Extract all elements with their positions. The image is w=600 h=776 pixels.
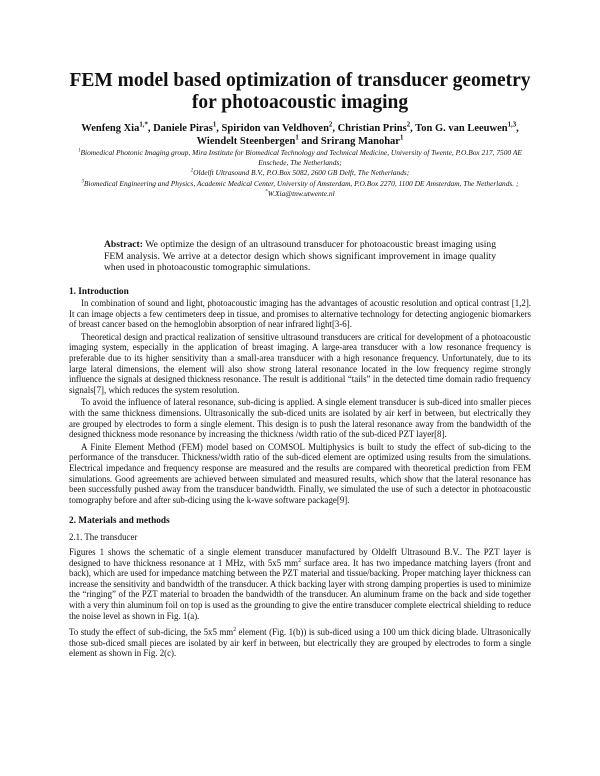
affiliation-line: [72, 179, 528, 189]
section-heading-materials-methods: 2. Materials and methods: [69, 516, 170, 526]
author-affiliation-mark: 1: [212, 121, 217, 129]
author-name: , Ton G. van Leeuwen: [410, 123, 508, 134]
author-name: , Wiendelt Steenbergen: [196, 123, 519, 147]
paragraph-text: Figures 1 shows the schematic of a single element transducer manufactured by Oldelft Ultrasound B.V.. The PZT layer is designed to have thickness resonance at 1 MHz, with 5x5 mm: [69, 547, 531, 568]
author-affiliation-mark: 1: [399, 134, 404, 142]
paragraph: To avoid the influence of lateral resonance, sub-dicing is applied. A single element transducer is sub-diced into smaller pieces with the same thickness dimensions. Ultrasonically the sub-diced units are isolated by air kerf in between, but electrically they are grouped by electrodes to form a single element. This design is to push the lateral resonance away from the bandwidth of the designed thickness mode resonance by increasing the thickness /width ratio of the sub-diced PZT layer[8].: [69, 397, 531, 440]
abstract: [104, 239, 496, 274]
abstract-label: Abstract:: [104, 239, 143, 250]
abstract-text: We optimize the design of an ultrasound transducer for photoacoustic breast imaging using FEM analysis. We arrive at a detector design which shows significant improvement in image quality when used in photoacoustic tomographic simulations.: [104, 239, 496, 274]
author-affiliation-mark: 1,3: [507, 121, 517, 129]
affiliation-text: Biomedical Photonic Imaging group, Mira Institute for Biomedical Technology and Technical Medicine, University of Twente, P.O.Box 217, 7500 AE Enschede, The Netherlands;: [80, 148, 522, 168]
materials-methods-body: [69, 547, 531, 659]
affiliations: [72, 148, 528, 199]
paragraph: [69, 627, 531, 659]
affiliation-line: [72, 168, 528, 178]
affiliation-line: [72, 148, 528, 168]
affiliation-text: Oldelft Ultrasound B.V., P.O.Box 5082, 2600 GB Delft, The Netherlands;: [193, 168, 410, 178]
corresponding-email: [72, 189, 528, 199]
paper-title: FEM model based optimization of transducer geometry for photoacoustic imaging: [69, 70, 531, 113]
affiliation-mark: 2: [190, 168, 194, 174]
author-affiliation-mark: 1,*: [139, 121, 148, 129]
paragraph: Theoretical design and practical realization of sensitive ultrasound transducers are critical for development of a photoacoustic imaging system, especially in the application of breast imaging. A large-area transducer with a low resonance frequency is preferable due to its higher sensitivity than a small-area transducer with a high resonance frequency. Unfortunately, due to its large lateral dimensions, the element will also show strong lateral resonance located in the low frequency regime strongly influence the signals at designed thickness resonance. The result is additional “tails” in the detected time domain radio frequency signals[7], which reduces the system resolution.: [69, 331, 531, 395]
author-affiliation-mark: 2: [328, 121, 333, 129]
paragraph-text: surface area. It has two impedance matching layers (front and back), which are used for impedance matching between the PZT material and tissue/backing. Proper matching layer thickness can increase the sensitivity and bandwidth of the transducer. A thick backing layer with strong damping properties is used to minimize the “ringing” of the PZT material to broaden the bandwidth of the transducer. An aluminum frame on the back and side together with a very thin aluminum foil on top is used as the grounding to give the entire transducer complete electrical shielding to reduce the noise level as shown in Fig. 1(a).: [69, 557, 531, 621]
paragraph-text: element (Fig. 1(b)) is sub-diced using a 100 um thick dicing blade. Ultrasonically those sub-diced small pieces are isolated by air kerf in between, but electrically they are grouped by electrodes to form a single element as shown in Fig. 2(c).: [69, 627, 531, 659]
paragraph: In combination of sound and light, photoacoustic imaging has the advantages of acoustic resolution and optical contrast [1,2]. It can image objects a few centimeters deep in tissue, and promises to alternative technology for detecting angiogenic biomarkers of breast cancer based on the hemoglobin absorption of near infrared light[3-6].: [69, 298, 531, 330]
subsection-heading-transducer: 2.1. The transducer: [69, 532, 138, 542]
superscript: 2: [298, 557, 301, 564]
email-text: W.Xia@tnw.utwente.nl: [267, 188, 335, 198]
superscript: 2: [233, 627, 237, 634]
paragraph: A Finite Element Method (FEM) model based on COMSOL Multiphysics is built to study the effect of sub-dicing to the performance of the transducer. Thickness/width ratio of the sub-diced element are optimized using results from the simulations. Electrical impedance and frequency response are measured and the results are compared with theoretical prediction from FEM simulations. Good agreements are achieved between simulated and measured results, which show that the lateral resonance has been successfully pushed away from the transducer bandwidth. Finally, we simulated the use of such a detector in photoacoustic tomography before and after sub-dicing using the k-wave software package[9].: [69, 441, 531, 505]
affiliation-mark: 3: [81, 179, 84, 185]
affiliation-text: Biomedical Engineering and Physics, Academic Medical Center, University of Amsterdam, P.O.Box 2270, 1100 DE Amsterdam, The Netherlands. ;: [83, 178, 519, 188]
affiliation-mark: 1: [78, 148, 81, 154]
author-name: , Spiridon van Veldhoven: [216, 123, 329, 134]
author-list: [64, 122, 536, 148]
author-name: , Daniele Piras: [147, 123, 213, 134]
paragraph: [69, 547, 531, 621]
author-affiliation-mark: 2: [406, 121, 411, 129]
paragraph-text: To study the effect of sub-dicing, the 5x5 mm: [69, 627, 234, 638]
author-affiliation-mark: 1: [295, 134, 299, 142]
author-name: , Christian Prins: [332, 123, 407, 134]
introduction-body: [69, 298, 531, 505]
author-name: Wenfeng Xia: [81, 123, 140, 134]
author-name: and Srirang Manohar: [298, 136, 400, 147]
affiliation-mark: *: [265, 189, 268, 195]
section-heading-introduction: 1. Introduction: [69, 287, 129, 297]
